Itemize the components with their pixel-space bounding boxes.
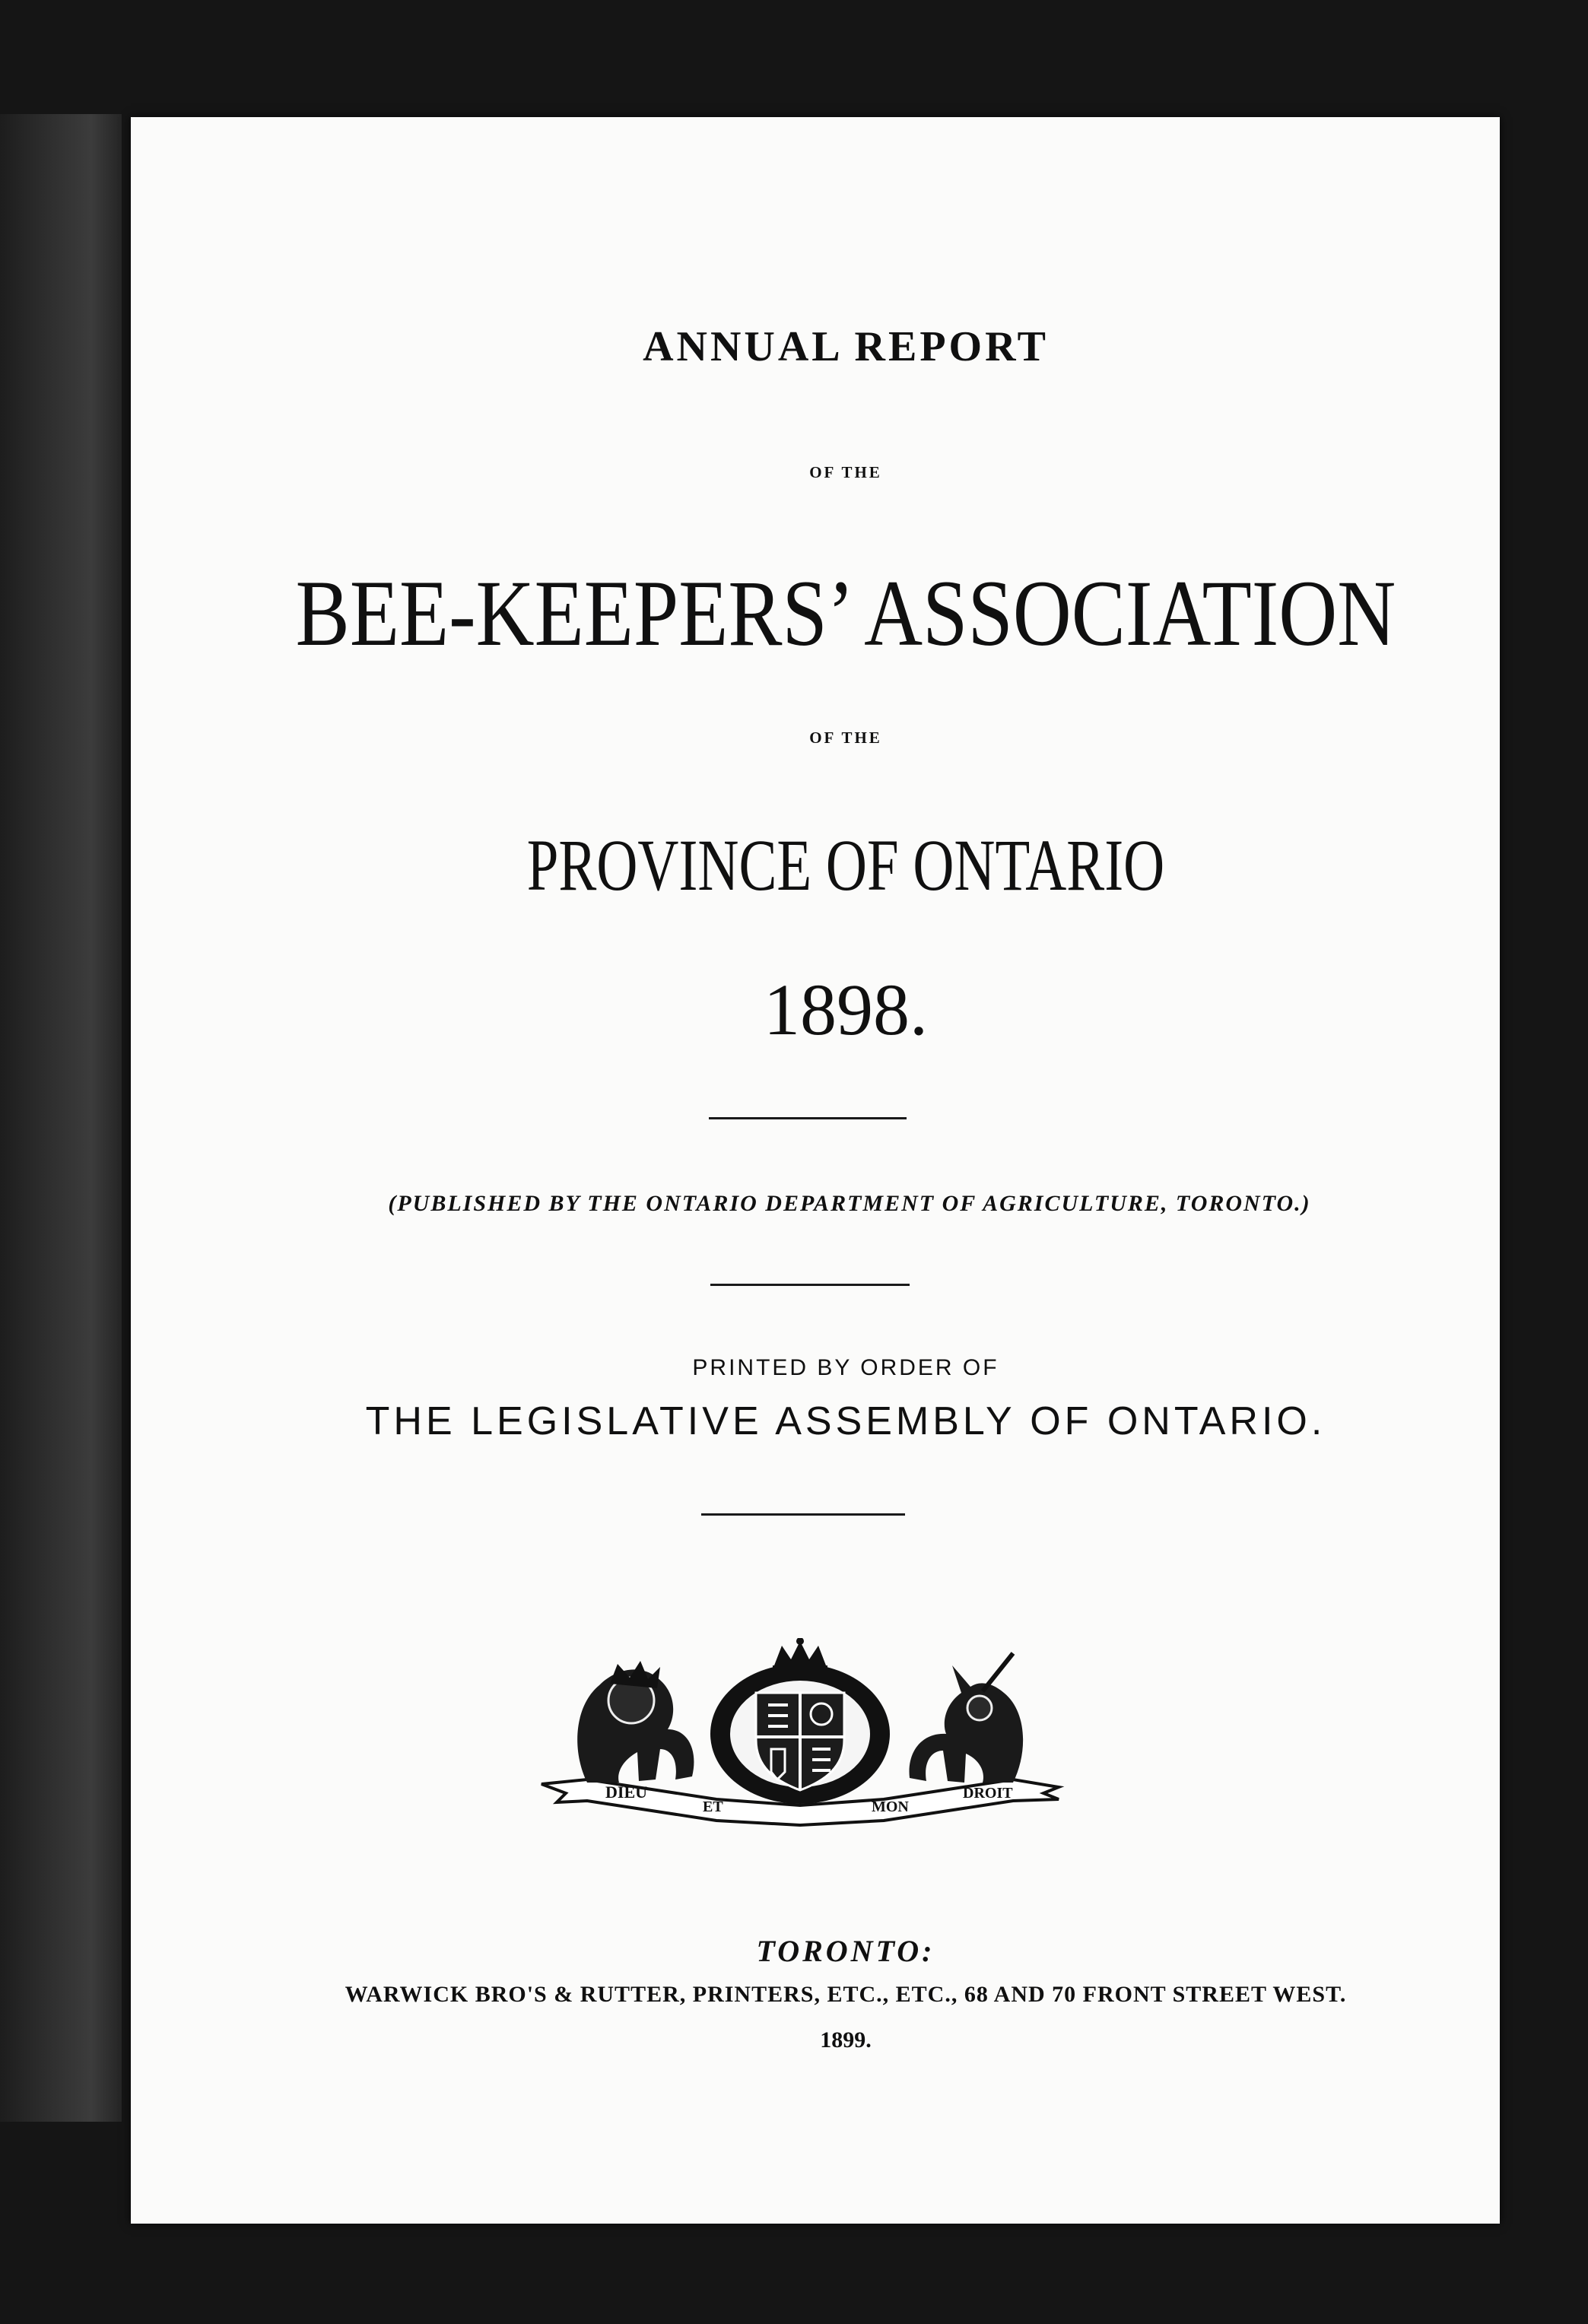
imprint-city: TORONTO: [756, 1934, 935, 1968]
motto-et: ET [703, 1799, 723, 1815]
report-heading: ANNUAL REPORT [643, 323, 1049, 370]
publisher-note: (PUBLISHED BY THE ONTARIO DEPARTMENT OF AGRICULTURE, TORONTO.) [388, 1191, 1311, 1216]
divider-rule-2 [710, 1284, 910, 1286]
title-page [131, 117, 1500, 2224]
motto-dieu: DIEU [605, 1783, 648, 1802]
motto-droit: DROIT [963, 1785, 1013, 1802]
royal-coat-of-arms-icon [526, 1638, 1074, 1843]
of-the-line-2: OF THE [809, 729, 882, 747]
association-title: BEE-KEEPERS’ ASSOCIATION [295, 561, 1396, 665]
motto-mon: MON [872, 1799, 909, 1815]
divider-rule-1 [709, 1117, 907, 1119]
book-spine [0, 114, 122, 2122]
imprint-printers: WARWICK BRO'S & RUTTER, PRINTERS, ETC., ETC., 68 AND 70 FRONT STREET WEST. [345, 1982, 1347, 2007]
of-the-line-1: OF THE [809, 463, 882, 481]
divider-rule-3 [701, 1513, 905, 1516]
province-title: PROVINCE OF ONTARIO [526, 824, 1165, 906]
report-year: 1898. [764, 969, 928, 1050]
imprint-year: 1899. [820, 2027, 872, 2053]
legislative-assembly-line: THE LEGISLATIVE ASSEMBLY OF ONTARIO. [365, 1399, 1326, 1443]
printed-by-line: PRINTED BY ORDER OF [692, 1355, 999, 1380]
